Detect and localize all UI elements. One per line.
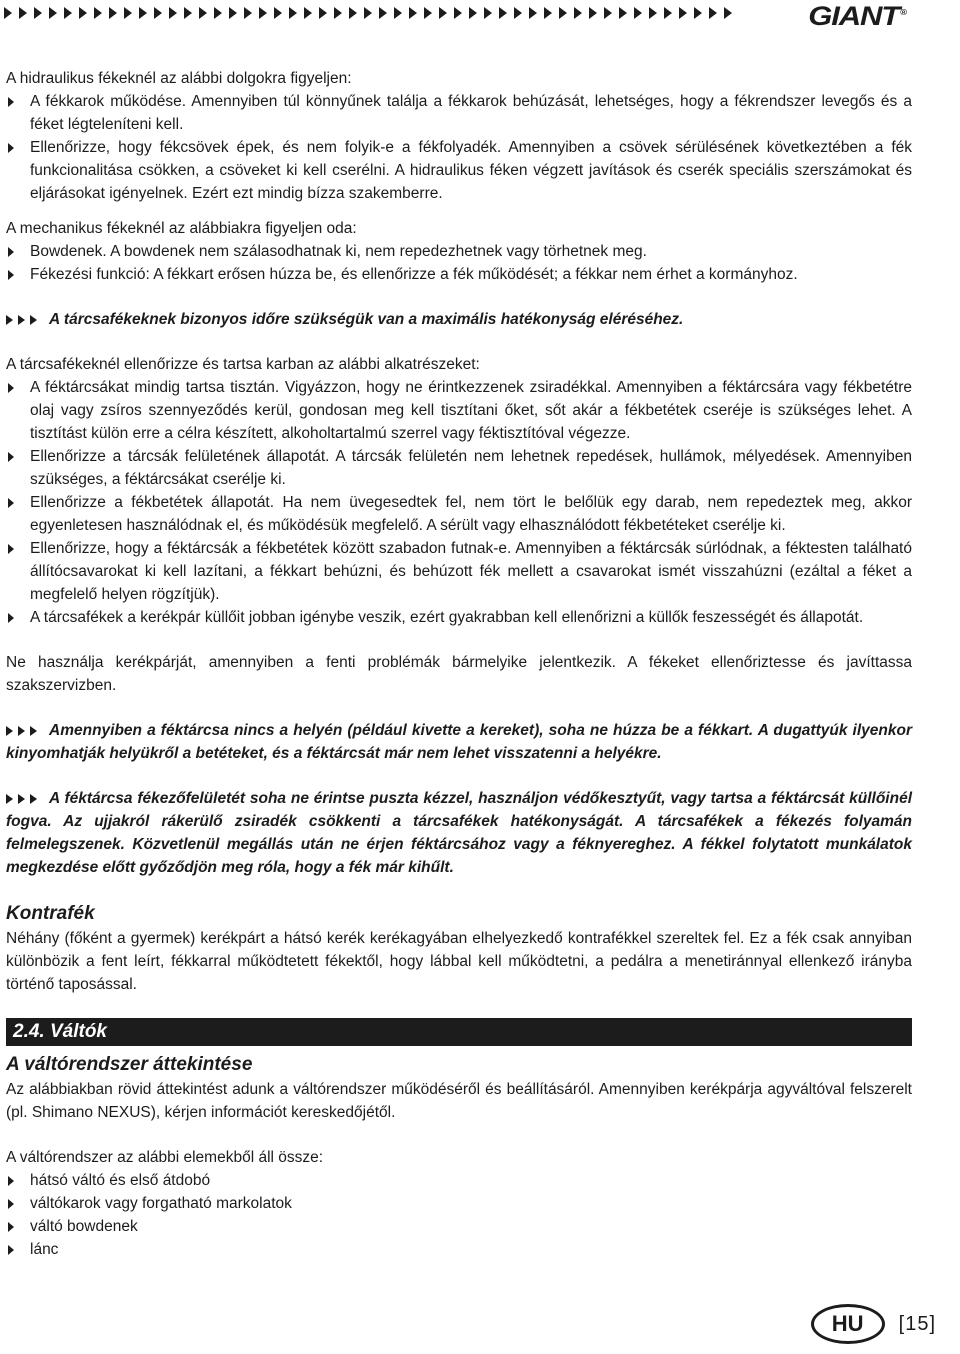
mechanical-list: [6, 240, 912, 286]
list-item: A féktárcsákat mindig tartsa tisztán. Vigyázzon, hogy ne érintkezzenek zsiradékkal. Amennyiben a féktárcsára vagy fékbetétre olaj vagy zsíros szennyeződés kerül, gondosan meg kell tisztítani őket, sőt akár a fékbetétek cseréje is szükséges lehet. A tisztítást külön erre a célra készített, alkoholtartalmú szerrel vagy féktisztítóval végezze.: [6, 376, 912, 445]
chevron-right-icon: [199, 7, 207, 19]
chevron-right-icon: [619, 7, 627, 19]
section-title-bar: 2.4. Váltók: [6, 1018, 912, 1046]
warning-rotor-touch: [6, 787, 912, 879]
chevron-right-icon: [514, 7, 522, 19]
chevron-right-icon: [724, 7, 732, 19]
list-item: Ellenőrizze a tárcsák felületének állapotát. A tárcsák felületén nem lehetnek repedések, hullámok, mélyedések. Amennyiben szükséges, a féktárcsákat cserélje ki.: [6, 445, 912, 491]
chevron-right-icon: [334, 7, 342, 19]
chevron-right-icon: [634, 7, 642, 19]
chevron-right-icon: [49, 7, 57, 19]
chevron-right-icon: [124, 7, 132, 19]
chevron-right-icon: [589, 7, 597, 19]
warning-text: A féktárcsa fékezőfelületét soha ne érintse puszta kézzel, használjon védőkesztyűt, vagy tartsa a féktárcsát küllőinél fogva. Az ujjakról rákerülő zsiradék csökkenti a tárcsafékek hatékonyságát. A tárcsafékek a fékezés folyamán felmelegszenek. Közvetlenül megállás után ne érjen féktárcsához vagy a féknyereghez. A fékkel folytatott munkálatok megkezdése előtt győződjön meg róla, hogy a fék már kihűlt.: [6, 790, 912, 876]
chevron-right-icon: [244, 7, 252, 19]
chevron-right-icon: [319, 7, 327, 19]
chevron-right-icon: [79, 7, 87, 19]
page-footer: [811, 1304, 936, 1344]
page-number: [15]: [898, 1312, 936, 1335]
warning-arrows-icon: [6, 315, 37, 325]
disc-list: [6, 376, 912, 629]
list-item: lánc: [6, 1238, 912, 1261]
chevron-right-icon: [214, 7, 222, 19]
chevron-right-icon: [274, 7, 282, 19]
list-item: Ellenőrizze a fékbetétek állapotát. Ha nem üvegesedtek fel, nem tört le belőlük egy darab, nem repedeztek meg, akkor egyenletesen használódnak el, és működésük megfelelő. A sérült vagy elhasználódott fékbetéteket cserélje ki.: [6, 491, 912, 537]
chevron-right-icon: [304, 7, 312, 19]
chevron-right-icon: [64, 7, 72, 19]
list-item: hátsó váltó és első átdobó: [6, 1169, 912, 1192]
list-item: A tárcsafékek a kerékpár küllőit jobban igénybe veszik, ezért gyakrabban kell ellenőrizni a küllők feszességét és állapotát.: [6, 606, 912, 629]
hydraulic-list: [6, 90, 912, 205]
registered-mark: ®: [900, 8, 906, 17]
chevron-right-icon: [139, 7, 147, 19]
kontrafek-text: Néhány (főként a gyermek) kerékpárt a hátsó kerék kerékagyában elhelyezkedő kontrafékkel szereltek fel. Ez a fék csak annyiban különbözik a fent leírt, fékkarral működtetett fékektől, hogy lábbal kell működtetni, a pedálra a menetiránnyal ellenkező irányba történő taposással.: [6, 930, 912, 993]
chevron-right-icon: [559, 7, 567, 19]
mechanical-intro: A mechanikus fékeknél az alábbiakra figyeljen oda:: [6, 220, 357, 237]
warning-text: A tárcsafékeknek bizonyos időre szükségük van a maximális hatékonyság eléréséhez.: [49, 311, 684, 328]
chevron-right-icon: [529, 7, 537, 19]
warning-rotor-missing: [6, 719, 912, 765]
chevron-right-icon: [574, 7, 582, 19]
chevron-right-icon: [424, 7, 432, 19]
chevron-right-icon: [19, 7, 27, 19]
chevron-right-icon: [289, 7, 297, 19]
list-item: Fékezési funkció: A fékkart erősen húzza be, és ellenőrizze a fék működését; a fékkar nem érhet a kormányhoz.: [6, 263, 912, 286]
hydraulic-intro: A hidraulikus fékeknél az alábbi dolgokra figyeljen:: [6, 70, 352, 87]
giant-logo: [808, 1, 906, 32]
chevron-right-icon: [454, 7, 462, 19]
section-subtitle: A váltórendszer áttekintése: [6, 1054, 253, 1075]
chevron-right-icon: [229, 7, 237, 19]
chevron-right-icon: [379, 7, 387, 19]
chevron-right-icon: [349, 7, 357, 19]
language-badge: HU: [811, 1304, 885, 1344]
disc-intro: A tárcsafékeknél ellenőrizze és tartsa karban az alábbi alkatrészeket:: [6, 356, 480, 373]
warning-disc-brake-time: [6, 308, 912, 331]
warning-arrows-icon: [6, 726, 37, 736]
chevron-right-icon: [709, 7, 717, 19]
chevron-right-icon: [109, 7, 117, 19]
chevron-right-icon: [394, 7, 402, 19]
chevron-right-icon: [184, 7, 192, 19]
list-item: váltókarok vagy forgatható markolatok: [6, 1192, 912, 1215]
do-not-use-paragraph: Ne használja kerékpárját, amennyiben a fenti problémák bármelyike jelentkezik. A fékeket ellenőriztesse és javíttassa szakszervizben.: [6, 654, 912, 694]
logo-text: GIANT: [808, 1, 900, 31]
decorative-chevron-row: [4, 7, 732, 19]
chevron-right-icon: [664, 7, 672, 19]
chevron-right-icon: [469, 7, 477, 19]
chevron-right-icon: [94, 7, 102, 19]
chevron-right-icon: [259, 7, 267, 19]
page-content: [6, 67, 912, 1261]
chevron-right-icon: [364, 7, 372, 19]
chevron-right-icon: [169, 7, 177, 19]
chevron-right-icon: [34, 7, 42, 19]
chevron-right-icon: [544, 7, 552, 19]
chevron-right-icon: [439, 7, 447, 19]
kontrafek-heading: Kontrafék: [6, 903, 95, 924]
chevron-right-icon: [604, 7, 612, 19]
section-intro: Az alábbiakban rövid áttekintést adunk a váltórendszer működéséről és beállításáról. Amennyiben kerékpárja agyváltóval felszerelt (pl. Shimano NEXUS), kérjen információt kereskedőjétől.: [6, 1081, 912, 1121]
chevron-right-icon: [499, 7, 507, 19]
warning-text: Amennyiben a féktárcsa nincs a helyén (például kivette a kereket), soha ne húzza be a fékkart. A dugattyúk ilyenkor kinyomhatják helyükről a betéteket, és a féktárcsát már nem lehet visszatenni a helyékre.: [6, 722, 912, 762]
chevron-right-icon: [409, 7, 417, 19]
header-bar: [4, 1, 960, 31]
chevron-right-icon: [4, 7, 12, 19]
list-item: Ellenőrizze, hogy fékcsövek épek, és nem folyik-e a fékfolyadék. Amennyiben a csövek sérülésének következtében a fék funkcionalitása csökken, a csöveket ki kell cserélni. A hidraulikus féken végzett javítások és cserék speciális szerszámokat és eljárásokat igényelnek. Ezért ezt mindig bízza szakemberre.: [6, 136, 912, 205]
chevron-right-icon: [694, 7, 702, 19]
components-intro: A váltórendszer az alábbi elemekből áll össze:: [6, 1149, 324, 1166]
list-item: Bowdenek. A bowdenek nem szálasodhatnak ki, nem repedezhetnek vagy törhetnek meg.: [6, 240, 912, 263]
list-item: váltó bowdenek: [6, 1215, 912, 1238]
warning-arrows-icon: [6, 794, 37, 804]
list-item: Ellenőrizze, hogy a féktárcsák a fékbetétek között szabadon futnak-e. Amennyiben a féktárcsák súrlódnak, a féktesten található állítócsavarokat ki kell lazítani, a fékkart behúzni, és behúzott fék mellett a csavarokat ismét visszahúzni (ezáltal a féket a megfelelő helyen rögzítjük).: [6, 537, 912, 606]
components-list: [6, 1169, 912, 1261]
chevron-right-icon: [679, 7, 687, 19]
chevron-right-icon: [484, 7, 492, 19]
chevron-right-icon: [154, 7, 162, 19]
list-item: A fékkarok működése. Amennyiben túl könnyűnek találja a fékkarok behúzását, lehetséges, hogy a fékrendszer levegős és a féket légteleníteni kell.: [6, 90, 912, 136]
chevron-right-icon: [649, 7, 657, 19]
